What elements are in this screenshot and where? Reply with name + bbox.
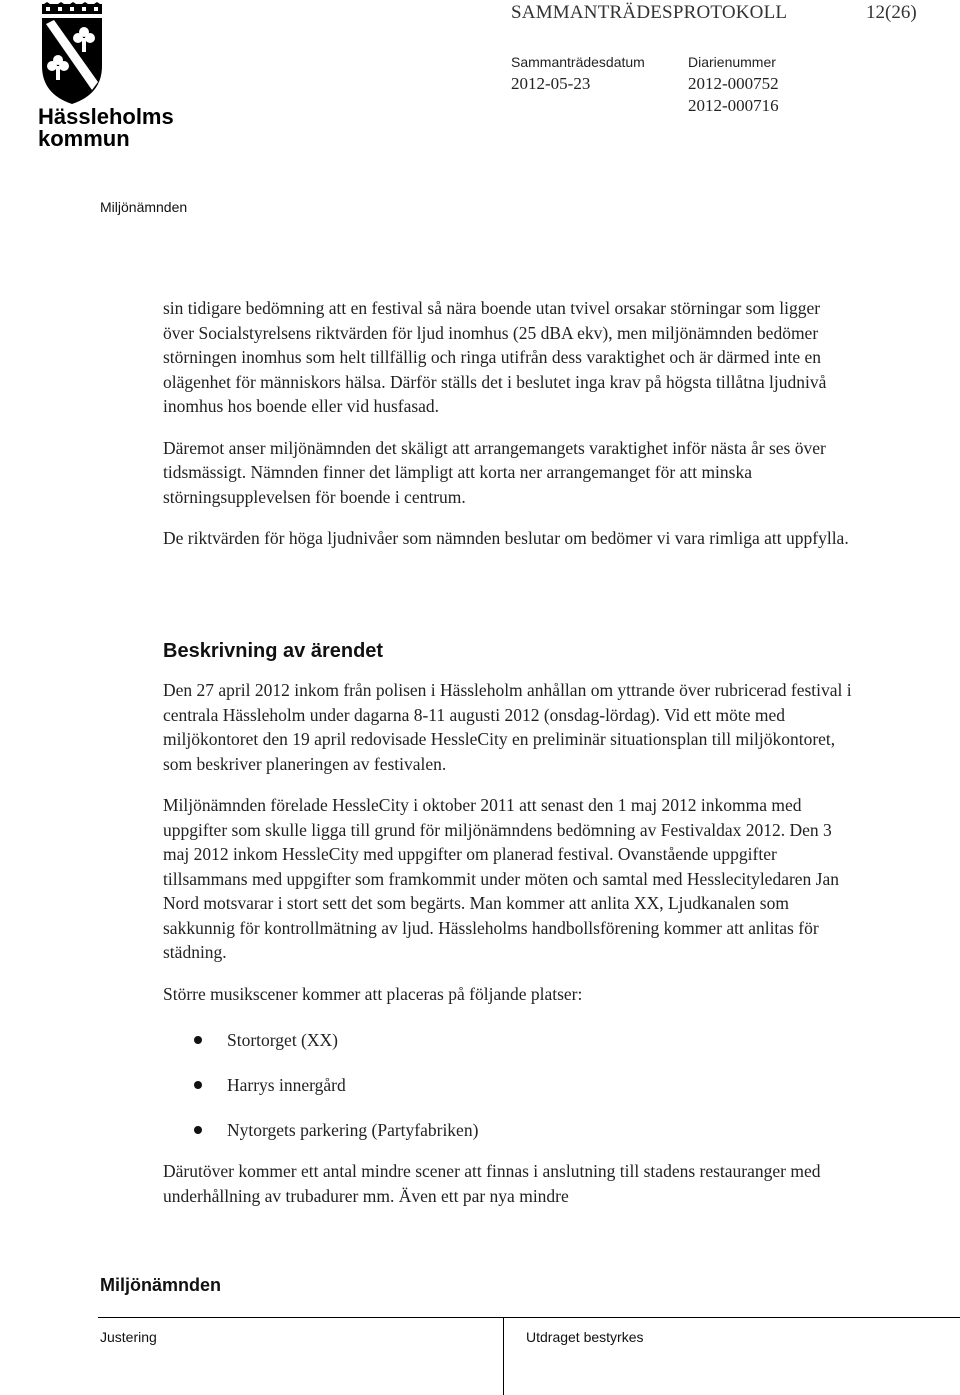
footer-column-divider	[503, 1317, 504, 1395]
municipality-logo	[38, 2, 174, 152]
bullet-icon	[194, 1126, 202, 1134]
page-number: 12(26)	[866, 2, 917, 23]
coat-of-arms-icon	[40, 2, 104, 106]
paragraph: Större musikscener kommer att placeras på följande platser:	[163, 983, 583, 1004]
paragraph: Den 27 april 2012 inkom från polisen i Hässleholm anhållan om yttrande över rubricerad festival i centrala Hässleholm under dagarna 8-11 augusti 2012 (onsdag-lördag). Vid ett möte med miljökontoret den 19 april redovisade HessleCity en preliminär situationsplan till miljökontoret, som beskriver planeringen av festivalen.	[163, 680, 852, 774]
decision-text	[163, 296, 853, 551]
document-type-title: SAMMANTRÄDESPROTOKOLL	[511, 2, 788, 23]
paragraph: Däremot anser miljönämnden det skäligt att arrangemangets varaktighet inför nästa år ses över tidsmässigt. Nämnden finner det lämpligt att korta ner arrangemanget för att minska störningsupplevelsen för boende i centrum.	[163, 437, 826, 507]
department-name: Miljönämnden	[100, 199, 188, 215]
list-item	[163, 1028, 853, 1052]
case-description	[163, 678, 853, 1208]
bullet-icon	[194, 1036, 202, 1044]
logo-line-1: Hässleholms	[38, 104, 174, 129]
diary-number-value-2: 2012-000716	[688, 96, 779, 115]
diary-number-label: Diarienummer	[688, 54, 776, 70]
footer-department: Miljönämnden	[100, 1275, 221, 1295]
logo-wordmark	[38, 104, 174, 151]
meeting-date-label: Sammanträdesdatum	[511, 54, 645, 70]
justering-label: Justering	[100, 1329, 157, 1345]
list-item-text: Harrys innergård	[227, 1075, 346, 1095]
section-heading: Beskrivning av ärendet	[163, 640, 384, 662]
list-item	[163, 1073, 853, 1097]
extract-certified-label: Utdraget bestyrkes	[526, 1329, 644, 1345]
bullet-icon	[194, 1081, 202, 1089]
list-item-text: Stortorget (XX)	[227, 1030, 338, 1050]
diary-number-value-1: 2012-000752	[688, 74, 779, 93]
paragraph: Därutöver kommer ett antal mindre scener att finnas i anslutning till stadens restauranger med underhållning av trubadurer mm. Även ett par nya mindre	[163, 1161, 821, 1206]
logo-line-2: kommun	[38, 126, 130, 151]
list-item-text: Nytorgets parkering (Partyfabriken)	[227, 1120, 479, 1140]
list-item	[163, 1118, 853, 1142]
paragraph: Miljönämnden förelade HessleCity i oktober 2011 att senast den 1 maj 2012 inkomma med uppgifter som skulle ligga till grund för miljönämndens bedömning av Festivaldax 2012. Den 3 maj 2012 inkom HessleCity med uppgifter om planerad festival. Ovanstående uppgifter tillsammans med uppgifter som framkommit under möten och samtal med Hesslecityledaren Jan Nord motsvarar i stort sett det som begärts. Man kommer att anlita XX, Ljudkanalen som sakkunnig för kontrollmätning av ljud. Hässleholms handbollsförening kommer att anlitas för städning.	[163, 795, 840, 962]
meeting-date-value: 2012-05-23	[511, 74, 591, 93]
footer-divider	[98, 1317, 960, 1318]
stage-locations-list	[163, 1028, 853, 1142]
paragraph: De riktvärden för höga ljudnivåer som nämnden beslutar om bedömer vi vara rimliga att uppfylla.	[163, 528, 849, 548]
paragraph: sin tidigare bedömning att en festival så nära boende utan tvivel orsakar störningar som ligger över Socialstyrelsens riktvärden för ljud inomhus (25 dBA ekv), men miljönämnden bedömer störningen inomhus som helt tillfällig och ringa utifrån dess varaktighet och är därmed inte en olägenhet för människors hälsa. Därför ställs det i beslutet inga krav på högsta tillåtna ljudnivå inomhus hos boende eller vid husfasad.	[163, 298, 827, 416]
